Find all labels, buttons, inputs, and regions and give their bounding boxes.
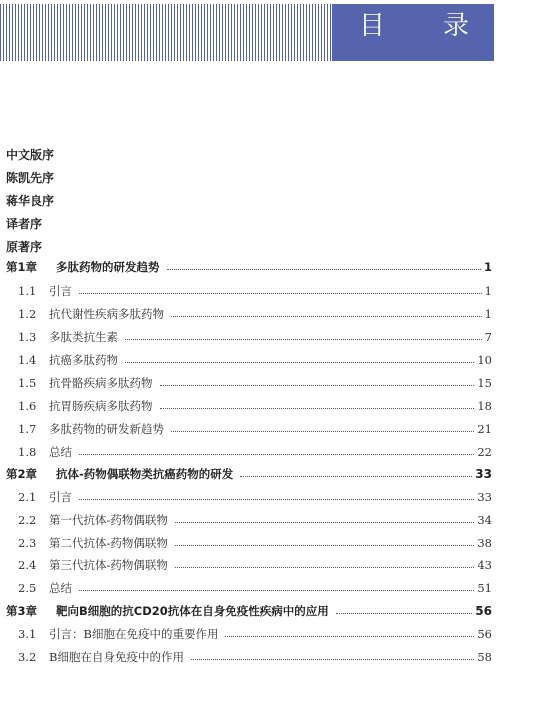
section-number: 3.2: [18, 650, 37, 664]
section-number: 1.3: [18, 330, 37, 344]
dot-leader: [125, 339, 482, 340]
section-title: 抗癌多肽药物: [49, 353, 118, 367]
chapter-title: 抗体-药物偶联物类抗癌药物的研发: [56, 467, 234, 481]
page-number: 15: [477, 376, 492, 390]
toc-section-row[interactable]: [18, 487, 492, 507]
page-number: 56: [475, 604, 492, 618]
section-title: 多肽药物的研发新趋势: [49, 422, 164, 436]
page-number: 58: [477, 650, 492, 664]
chapter-number: 第2章: [6, 467, 38, 481]
toc-section-row[interactable]: [18, 533, 492, 553]
page-number: 56: [477, 627, 492, 641]
section-title: 第二代抗体-药物偶联物: [49, 536, 168, 550]
section-title: 总结: [49, 581, 72, 595]
header-stripe-band: [0, 4, 332, 61]
preface-item[interactable]: 原著序: [6, 240, 43, 254]
preface-item[interactable]: 陈凯先序: [6, 171, 55, 185]
section-title: 总结: [49, 445, 72, 459]
page-number: 7: [484, 330, 492, 344]
section-title: 第三代抗体-药物偶联物: [49, 558, 168, 572]
chapter-number: 第1章: [6, 260, 38, 274]
section-number: 1.8: [18, 445, 37, 459]
header-title-block: [332, 4, 494, 61]
dot-leader: [79, 499, 474, 500]
section-number: 1.2: [18, 307, 37, 321]
section-number: 1.1: [18, 284, 37, 298]
toc-section-row[interactable]: [18, 419, 492, 439]
section-title: B细胞在自身免疫中的作用: [49, 650, 184, 664]
section-title: 多肽类抗生素: [49, 330, 118, 344]
dot-leader: [175, 522, 474, 523]
page-number: 34: [477, 513, 492, 527]
dot-leader: [175, 567, 474, 568]
preface-item[interactable]: 译者序: [6, 217, 43, 231]
toc-section-row[interactable]: [18, 304, 492, 324]
page-number: 33: [475, 467, 492, 481]
dot-leader: [175, 545, 474, 546]
section-number: 2.3: [18, 536, 37, 550]
section-title: 第一代抗体-药物偶联物: [49, 513, 168, 527]
page-number: 1: [484, 284, 492, 298]
dot-leader: [125, 362, 474, 363]
section-title: 引言：B细胞在免疫中的重要作用: [49, 627, 219, 641]
dot-leader: [160, 408, 475, 409]
toc-section-row[interactable]: [18, 510, 492, 530]
chapter-title: 多肽药物的研发趋势: [56, 260, 160, 274]
section-number: 1.7: [18, 422, 37, 436]
dot-leader: [171, 431, 474, 432]
dot-leader: [336, 613, 473, 614]
section-number: 2.4: [18, 558, 37, 572]
dot-leader: [240, 476, 472, 477]
dot-leader: [167, 269, 481, 270]
page-title-char-1: 目: [359, 11, 386, 41]
toc-section-row[interactable]: [18, 350, 492, 370]
section-number: 2.1: [18, 490, 37, 504]
toc-chapter-row[interactable]: [6, 601, 492, 621]
toc-section-row[interactable]: [18, 373, 492, 393]
section-number: 1.5: [18, 376, 37, 390]
toc-section-row[interactable]: [18, 578, 492, 598]
page-number: 1: [483, 260, 492, 274]
dot-leader: [79, 293, 482, 294]
chapter-number: 第3章: [6, 604, 38, 618]
page-number: 10: [477, 353, 492, 367]
toc-section-row[interactable]: [18, 396, 492, 416]
section-title: 抗代谢性疾病多肽药物: [49, 307, 164, 321]
chapter-title: 靶向B细胞的抗CD20抗体在自身免疫性疾病中的应用: [56, 604, 329, 618]
dot-leader: [171, 316, 482, 317]
page-number: 51: [477, 581, 492, 595]
toc-chapter-row[interactable]: [6, 464, 492, 484]
page-number: 33: [477, 490, 492, 504]
page-number: 43: [477, 558, 492, 572]
toc-section-row[interactable]: [18, 555, 492, 575]
toc-section-row[interactable]: [18, 647, 492, 667]
toc-section-row[interactable]: [18, 281, 492, 301]
page-title-char-2: 录: [443, 11, 470, 41]
preface-item[interactable]: 中文版序: [6, 148, 55, 162]
section-number: 2.5: [18, 581, 37, 595]
dot-leader: [225, 636, 474, 637]
section-title: 引言: [49, 490, 72, 504]
page-number: 38: [477, 536, 492, 550]
preface-item[interactable]: 蒋华良序: [6, 194, 55, 208]
page-number: 21: [477, 422, 492, 436]
dot-leader: [79, 454, 474, 455]
toc-section-row[interactable]: [18, 442, 492, 462]
dot-leader: [160, 385, 475, 386]
section-number: 3.1: [18, 627, 37, 641]
section-title: 抗骨骼疾病多肽药物: [49, 376, 153, 390]
section-title: 引言: [49, 284, 72, 298]
page-number: 22: [477, 445, 492, 459]
section-number: 2.2: [18, 513, 37, 527]
section-title: 抗胃肠疾病多肽药物: [49, 399, 153, 413]
toc-section-row[interactable]: [18, 327, 492, 347]
dot-leader: [79, 590, 474, 591]
toc-chapter-row[interactable]: [6, 257, 492, 277]
page-number: 1: [484, 307, 492, 321]
section-number: 1.4: [18, 353, 37, 367]
section-number: 1.6: [18, 399, 37, 413]
toc-section-row[interactable]: [18, 624, 492, 644]
dot-leader: [191, 659, 474, 660]
page-number: 18: [477, 399, 492, 413]
